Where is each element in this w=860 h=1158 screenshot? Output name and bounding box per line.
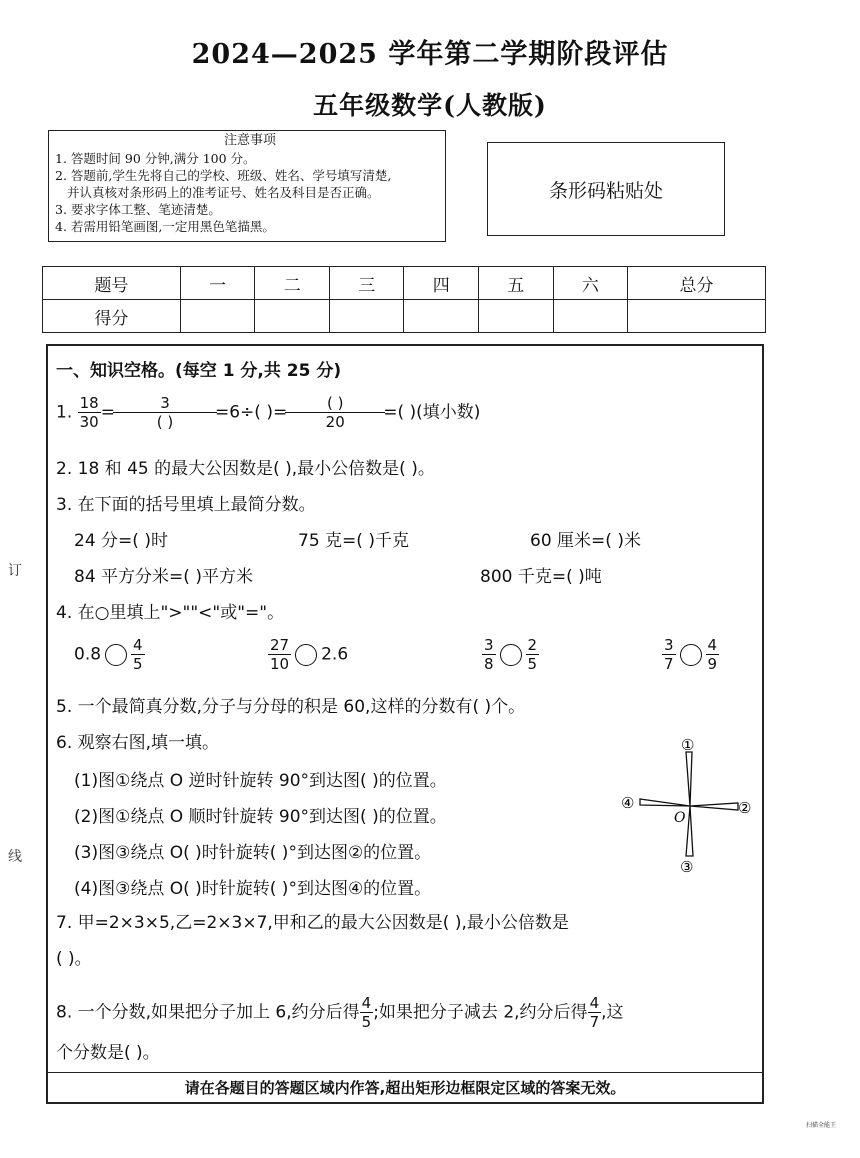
denominator: 5: [361, 1013, 372, 1031]
score-cell[interactable]: [180, 300, 255, 333]
compare-circle[interactable]: [295, 644, 317, 666]
q8-text-2: ;如果把分子减去 2,约分后得: [373, 1002, 588, 1023]
rotation-figure: [616, 736, 766, 876]
figure-1-blade: [686, 752, 692, 806]
q3-item-3[interactable]: 60 厘米=( )米: [530, 531, 641, 551]
q1-fraction-3[interactable]: [287, 394, 383, 431]
numerator: 2: [527, 636, 538, 654]
score-cell[interactable]: [404, 300, 479, 333]
q4-compare-2: [268, 636, 348, 673]
fraction: [588, 994, 602, 1031]
numerator: 3: [484, 636, 494, 654]
score-cell[interactable]: [628, 300, 766, 333]
denominator-blank[interactable]: ( ): [156, 413, 174, 431]
q4-compare-4: [662, 636, 719, 673]
score-header-row: [43, 267, 766, 300]
notice-item: 3. 要求字体工整、笔迹清楚。: [55, 202, 221, 217]
numerator: 27: [270, 636, 290, 654]
fraction: [706, 636, 720, 673]
q1-number: 1.: [56, 402, 73, 423]
q3-item-1[interactable]: 24 分=( )时: [74, 531, 168, 551]
label-o: O: [674, 810, 686, 826]
question-2: 2. 18 和 45 的最大公因数是( ),最小公倍数是( )。: [56, 459, 435, 479]
denominator: 20: [325, 413, 345, 431]
q3-item-2[interactable]: 75 克=( )千克: [298, 531, 409, 551]
score-header-cell: 五: [479, 267, 554, 300]
score-row: [43, 300, 766, 333]
barcode-label: 条形码粘贴处: [548, 179, 663, 202]
question-7: 7. 甲=2×3×5,乙=2×3×7,甲和乙的最大公因数是( ),最小公倍数是: [56, 913, 569, 933]
notice-item: 4. 若需用铅笔画图,一定用黑色笔描黑。: [55, 219, 275, 234]
q1-division-blank[interactable]: =6÷( )=: [214, 402, 288, 423]
q6-item-4: (4)图③绕点 O( )时针旋转( )°到达图④的位置。: [74, 879, 432, 899]
question-5: 5. 一个最简真分数,分子与分母的积是 60,这样的分数有( )个。: [56, 697, 526, 717]
question-4: 4. 在○里填上">""<"或"="。: [56, 603, 285, 623]
section-heading: 一、知识空格。(每空 1 分,共 25 分): [56, 361, 342, 381]
q1-equals: =: [100, 402, 115, 423]
numerator: 4: [361, 994, 372, 1012]
notice-box: [48, 130, 446, 242]
footer-note: 请在各题目的答题区域内作答,超出矩形边框限定区域的答案无效。: [48, 1072, 762, 1103]
denominator: 10: [270, 655, 290, 673]
compare-circle[interactable]: [105, 644, 127, 666]
value: 0.8: [74, 644, 102, 665]
notice-item: 1. 答题时间 90 分钟,满分 100 分。: [55, 151, 256, 166]
barcode-area: [487, 142, 725, 236]
page-title: 2024—2025 学年第二学期阶段评估: [191, 39, 669, 70]
score-header-cell: 总分: [628, 267, 766, 300]
fraction: [526, 636, 540, 673]
score-header-cell: 三: [329, 267, 404, 300]
page-subtitle: 五年级数学(人教版): [313, 91, 547, 120]
score-header-cell: 六: [553, 267, 628, 300]
score-row-label: 得分: [43, 300, 181, 333]
fraction: [482, 636, 496, 673]
q3-item-4[interactable]: 84 平方分米=( )平方米: [74, 567, 253, 587]
denominator: 7: [664, 655, 674, 673]
denominator: 8: [484, 655, 494, 673]
notice-heading: 注意事项: [223, 133, 276, 148]
scanner-watermark: 扫描全能王: [806, 1122, 837, 1129]
notice-item: 并认真核对条形码上的准考证号、姓名及科目是否正确。: [67, 185, 380, 200]
denominator: 7: [589, 1013, 600, 1031]
figure-2-blade: [690, 803, 738, 810]
score-cell[interactable]: [329, 300, 404, 333]
value: 2.6: [321, 644, 349, 665]
score-header-cell: 一: [180, 267, 255, 300]
q1-fraction-1: [78, 394, 101, 431]
compare-circle[interactable]: [680, 644, 702, 666]
q6-item-1: (1)图①绕点 O 逆时针旋转 90°到达图( )的位置。: [74, 771, 447, 791]
score-header-cell: 题号: [43, 267, 181, 300]
q6-item-2: (2)图①绕点 O 顺时针旋转 90°到达图( )的位置。: [74, 807, 447, 827]
figure-4-blade: [640, 799, 690, 806]
numerator: 3: [113, 394, 217, 413]
numerator: 3: [664, 636, 674, 654]
label-2: ②: [738, 799, 752, 817]
fraction: [268, 636, 291, 673]
label-3: ③: [680, 858, 694, 876]
score-cell[interactable]: [553, 300, 628, 333]
question-8-continued[interactable]: 个分数是( )。: [56, 1043, 160, 1063]
score-table: [42, 266, 766, 333]
denominator: 30: [79, 413, 99, 431]
numerator: 18: [79, 394, 99, 412]
q4-compare-1: [74, 636, 145, 673]
q3-item-5[interactable]: 800 千克=( )吨: [480, 567, 602, 587]
question-1: [56, 394, 480, 431]
q1-fraction-2[interactable]: [115, 394, 215, 431]
q8-text-3: ,这: [601, 1002, 624, 1023]
label-4: ④: [621, 794, 635, 812]
fraction: [360, 994, 374, 1031]
numerator: 4: [589, 994, 600, 1012]
score-header-cell: 四: [404, 267, 479, 300]
binding-mark-xian: 线: [8, 849, 22, 865]
q8-text-1: 8. 一个分数,如果把分子加上 6,约分后得: [56, 1002, 360, 1023]
denominator: 9: [707, 655, 718, 673]
q6-item-3: (3)图③绕点 O( )时针旋转( )°到达图②的位置。: [74, 843, 432, 863]
score-cell[interactable]: [255, 300, 330, 333]
question-3: 3. 在下面的括号里填上最简分数。: [56, 495, 316, 515]
score-header-cell: 二: [255, 267, 330, 300]
numerator-blank[interactable]: ( ): [285, 394, 385, 413]
notice-item: 2. 答题前,学生先将自己的学校、班级、姓名、学号填写清楚,: [55, 168, 392, 183]
fraction: [662, 636, 676, 673]
figure-3-blade: [686, 806, 693, 856]
fraction: [131, 636, 145, 673]
q4-compare-3: [482, 636, 539, 673]
compare-circle[interactable]: [500, 644, 522, 666]
score-cell[interactable]: [479, 300, 554, 333]
denominator: 5: [133, 655, 143, 673]
question-8: [56, 994, 624, 1031]
q1-decimal-blank[interactable]: =( )(填小数): [383, 402, 481, 423]
denominator: 5: [527, 655, 538, 673]
question-6: 6. 观察右图,填一填。: [56, 733, 220, 753]
label-1: ①: [681, 736, 695, 754]
question-7-continued[interactable]: ( )。: [56, 949, 92, 969]
binding-mark-ding: 订: [8, 563, 22, 579]
numerator: 4: [133, 636, 143, 654]
numerator: 4: [707, 636, 718, 654]
